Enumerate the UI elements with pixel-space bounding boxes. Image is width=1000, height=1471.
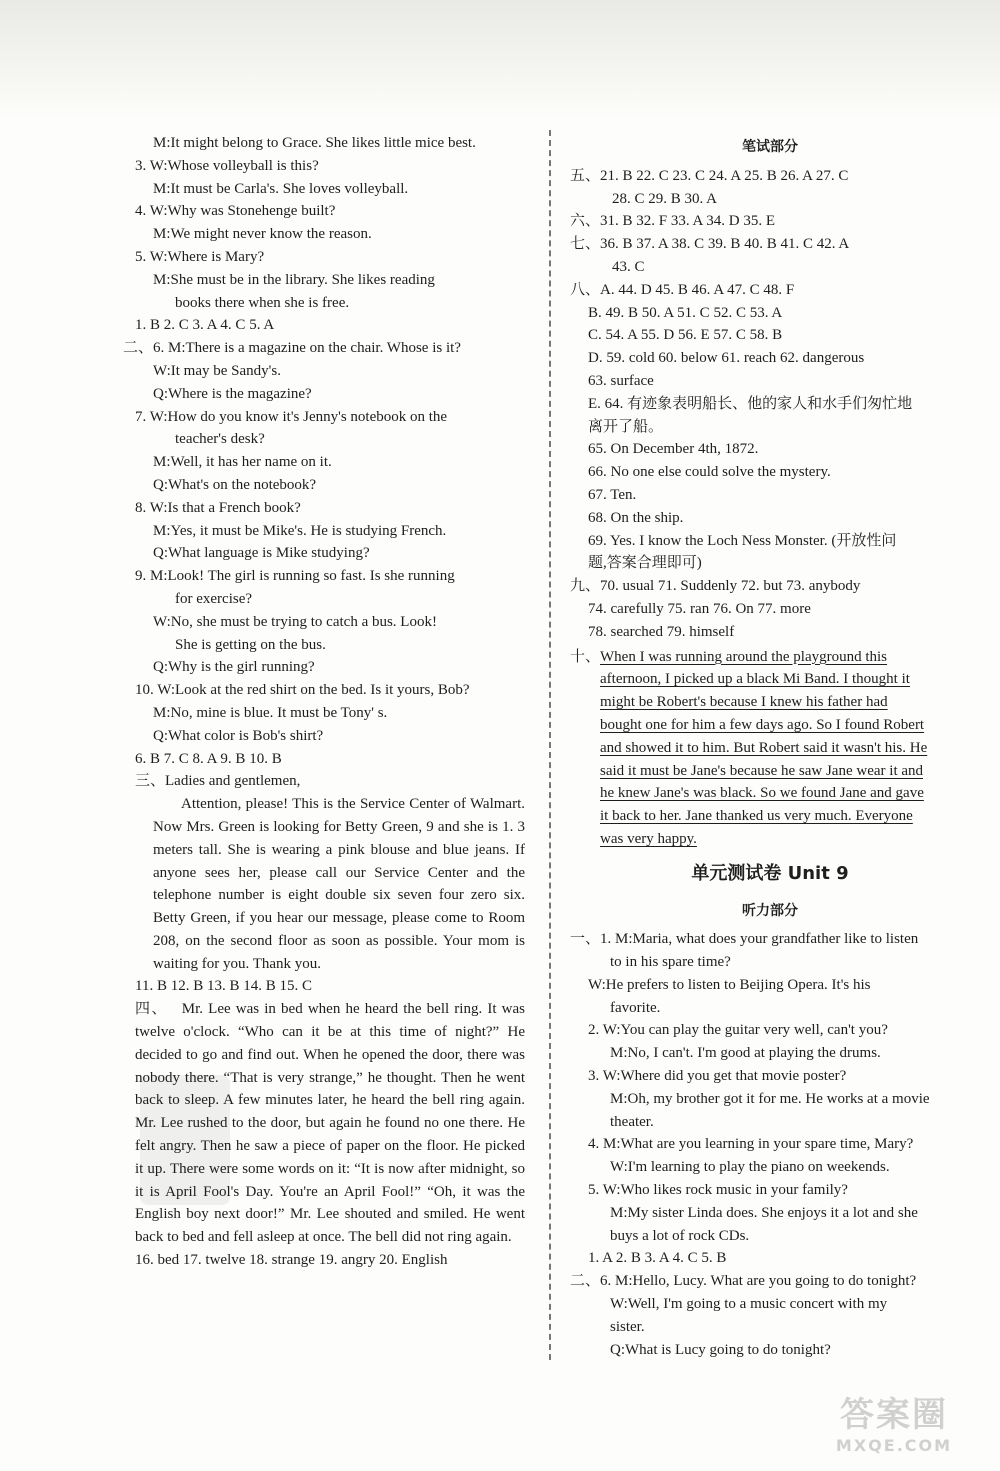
watermark-url: MXQE.COM [835, 1436, 953, 1455]
listening-section-heading: 听力部分 [742, 902, 798, 919]
answer-line: 74. carefully 75. ran 76. On 77. more [588, 600, 811, 617]
answer-line: 六、31. B 32. F 33. A 34. D 35. E [570, 213, 776, 230]
dialogue-line: 4. M:What are you learning in your spare time, Mary? [588, 1136, 914, 1153]
left-dialogue-lines [123, 132, 525, 770]
answer-line: 题,答案合理即可) [588, 555, 702, 572]
answer-line: 67. Ten. [588, 486, 637, 503]
dialogue-line: 8. W:Is that a French book? [135, 499, 301, 516]
unit-title: 单元测试卷 Unit 9 [691, 862, 849, 884]
dialogue-line: Q:What is Lucy going to do tonight? [610, 1341, 831, 1358]
dialogue-line: M:We might never know the reason. [153, 226, 372, 243]
dialogue-line: 9. M:Look! The girl is running so fast. Is she running [135, 568, 455, 585]
answer-line: 九、70. usual 71. Suddenly 72. but 73. anybody [570, 578, 861, 595]
dialogue-line: 7. W:How do you know it's Jenny's notebook on the [135, 408, 448, 425]
unit9-dialogue-lines [570, 928, 970, 1361]
section4-text: Mr. Lee was in bed when he heard the bell ring. It was twelve o'clock. “Who can it be at this time of night?” He decided to go and find out. When he opened the door, there was nobody there. “That is very strange,” he thought. Then he went back to sleep. A few minutes later, he heard the bell ring again. Mr. Lee rushed to the door, but again he found no one there. He felt angry. Then he saw a piece of paper on the floor. He picked it up. There were some words on it: “It is now after midnight, so it is April Fool's Day. You're an April Fool!” “Oh, it was the English boy next door!” Mr. Lee shouted and smiled. He went back to bed and fell asleep at once. The bell did not ring again. [135, 1001, 525, 1246]
dialogue-line: 6. B 7. C 8. A 9. B 10. B [135, 750, 282, 767]
dialogue-line: M:It must be Carla's. She loves volleyball. [153, 180, 409, 197]
dialogue-line: 3. W:Where did you get that movie poster? [588, 1068, 847, 1085]
dialogue-line: buys a lot of rock CDs. [610, 1227, 750, 1244]
dialogue-line: W:Well, I'm going to a music concert with my [610, 1296, 888, 1313]
essay-line: it back to her. Jane thanked us very much. Everyone [600, 808, 913, 825]
dialogue-line: W:No, she must be trying to catch a bus. Look! [153, 613, 437, 630]
essay-line: When I was running around the playground this [600, 648, 888, 665]
essay-line: bought one for him a few days ago. So I found Robert [600, 716, 925, 733]
dialogue-line: 二、6. M:Hello, Lucy. What are you going to do tonight? [570, 1273, 917, 1290]
dialogue-line: to in his spare time? [610, 954, 731, 971]
column-divider [549, 130, 551, 1360]
dialogue-line: M:Well, it has her name on it. [153, 454, 332, 471]
dialogue-line: for exercise? [175, 590, 253, 607]
dialogue-line: 一、1. M:Maria, what does your grandfather like to listen [570, 931, 919, 948]
dialogue-line: Q:What language is Mike studying? [153, 545, 370, 562]
dialogue-line: 4. W:Why was Stonehenge built? [135, 203, 336, 220]
answer-line: 69. Yes. I know the Loch Ness Monster. (开放性问 [588, 532, 897, 549]
dialogue-line: 二、6. M:There is a magazine on the chair. Whose is it? [123, 340, 461, 357]
dialogue-line: 3. W:Whose volleyball is this? [135, 157, 319, 174]
dialogue-line: Q:Where is the magazine? [153, 385, 312, 402]
dialogue-line: Q:What color is Bob's shirt? [153, 727, 324, 744]
essay-block [570, 646, 970, 851]
answer-line: C. 54. A 55. D 56. E 57. C 58. B [588, 327, 783, 344]
dialogue-line: M:She must be in the library. She likes reading [153, 271, 435, 288]
answer-line: 七、36. B 37. A 38. C 39. B 40. B 41. C 42. A [570, 236, 850, 253]
dialogue-line: M:Yes, it must be Mike's. He is studying French. [153, 522, 447, 539]
section3-label: 三、Ladies and gentlemen, [135, 773, 301, 790]
right-column [570, 132, 970, 1361]
dialogue-line: Q:What's on the notebook? [153, 476, 317, 493]
essay-label: 十、 [570, 648, 601, 665]
dialogue-line: She is getting on the bus. [175, 636, 326, 653]
watermark-logo-text: 答案圈 [840, 1395, 948, 1435]
dialogue-line: theater. [610, 1113, 654, 1130]
left-column [123, 132, 525, 1272]
section3-answers: 11. B 12. B 13. B 14. B 15. C [135, 978, 312, 995]
section4-label: 四、 [135, 1001, 168, 1018]
dialogue-line: 1. B 2. C 3. A 4. C 5. A [135, 317, 275, 334]
site-watermark [804, 1387, 984, 1457]
essay-line: and showed it to him. But Robert said it wasn't his. He [600, 739, 928, 756]
dialogue-line: 1. A 2. B 3. A 4. C 5. B [588, 1250, 727, 1267]
answer-line: E. 64. 有迹象表明船长、他的家人和水手们匆忙地 [588, 395, 913, 412]
dialogue-line: Q:Why is the girl running? [153, 659, 315, 676]
section4-block [135, 998, 525, 1249]
answer-line: 66. No one else could solve the mystery. [588, 464, 831, 481]
dialogue-line: M:No, I can't. I'm good at playing the drums. [610, 1045, 881, 1062]
dialogue-line: M:Oh, my brother got it for me. He works at a movie [610, 1090, 930, 1107]
answer-line: 43. C [612, 258, 645, 275]
right-answer-lines [570, 165, 970, 644]
dialogue-line: favorite. [610, 999, 661, 1016]
answer-line: B. 49. B 50. A 51. C 52. C 53. A [588, 304, 783, 321]
essay-line: said it must be Jane's because he saw Jane wear it and [600, 762, 924, 779]
section3-text: Attention, please! This is the Service Center of Walmart. Now Mrs. Green is looking for Betty Green, 9 and she is 1. 3 meters tall. She is wearing a pink blouse and blue jeans. If anyone sees her, please call our Service Center and the telephone number is eight double six seven four zero six. Betty Green, if you hear our message, please come to Room 208, on the second floor as soon as possible. Your mom is waiting for you. Thank you. [153, 796, 525, 972]
dialogue-line: M:No, mine is blue. It must be Tony' s. [153, 704, 388, 721]
answer-line: 28. C 29. B 30. A [612, 190, 718, 207]
essay-line: was very happy. [600, 830, 697, 847]
written-section-heading: 笔试部分 [742, 139, 798, 155]
answer-line: 68. On the ship. [588, 509, 684, 526]
dialogue-line: books there when she is free. [175, 294, 350, 311]
dialogue-line: 5. W:Who likes rock music in your family? [588, 1182, 848, 1199]
dialogue-line: W:It may be Sandy's. [153, 362, 281, 379]
essay-text [600, 646, 970, 851]
answer-line: D. 59. cold 60. below 61. reach 62. dangerous [588, 350, 865, 367]
scan-top-shadow [0, 0, 1000, 120]
dialogue-line: 2. W:You can play the guitar very well, can't you? [588, 1022, 888, 1039]
essay-line: afternoon, I picked up a black Mi Band. I thought it [600, 671, 910, 688]
dialogue-line: W:I'm learning to play the piano on weekends. [610, 1159, 890, 1176]
dialogue-line: M:It might belong to Grace. She likes little mice best. [153, 135, 476, 151]
dialogue-line: M:My sister Linda does. She enjoys it a lot and she [610, 1204, 918, 1221]
essay-line: might be Robert's because I knew his father had [600, 694, 888, 711]
answer-line: 63. surface [588, 372, 654, 389]
answer-line: 65. On December 4th, 1872. [588, 441, 759, 458]
section4-answers: 16. bed 17. twelve 18. strange 19. angry 20. English [135, 1252, 448, 1269]
answer-line: 离开了船。 [588, 418, 664, 435]
essay-line: he knew Jane's was black. So we found Jane and gave [600, 785, 924, 802]
answer-line: 五、21. B 22. C 23. C 24. A 25. B 26. A 27. C [570, 167, 849, 184]
answer-line: 78. searched 79. himself [588, 623, 735, 640]
dialogue-line: W:He prefers to listen to Beijing Opera. It's his [588, 976, 871, 993]
dialogue-line: 10. W:Look at the red shirt on the bed. Is it yours, Bob? [135, 682, 470, 699]
dialogue-line: sister. [610, 1318, 645, 1335]
dialogue-line: 5. W:Where is Mary? [135, 248, 265, 265]
dialogue-line: teacher's desk? [175, 431, 265, 448]
answer-line: 八、A. 44. D 45. B 46. A 47. C 48. F [570, 281, 795, 298]
